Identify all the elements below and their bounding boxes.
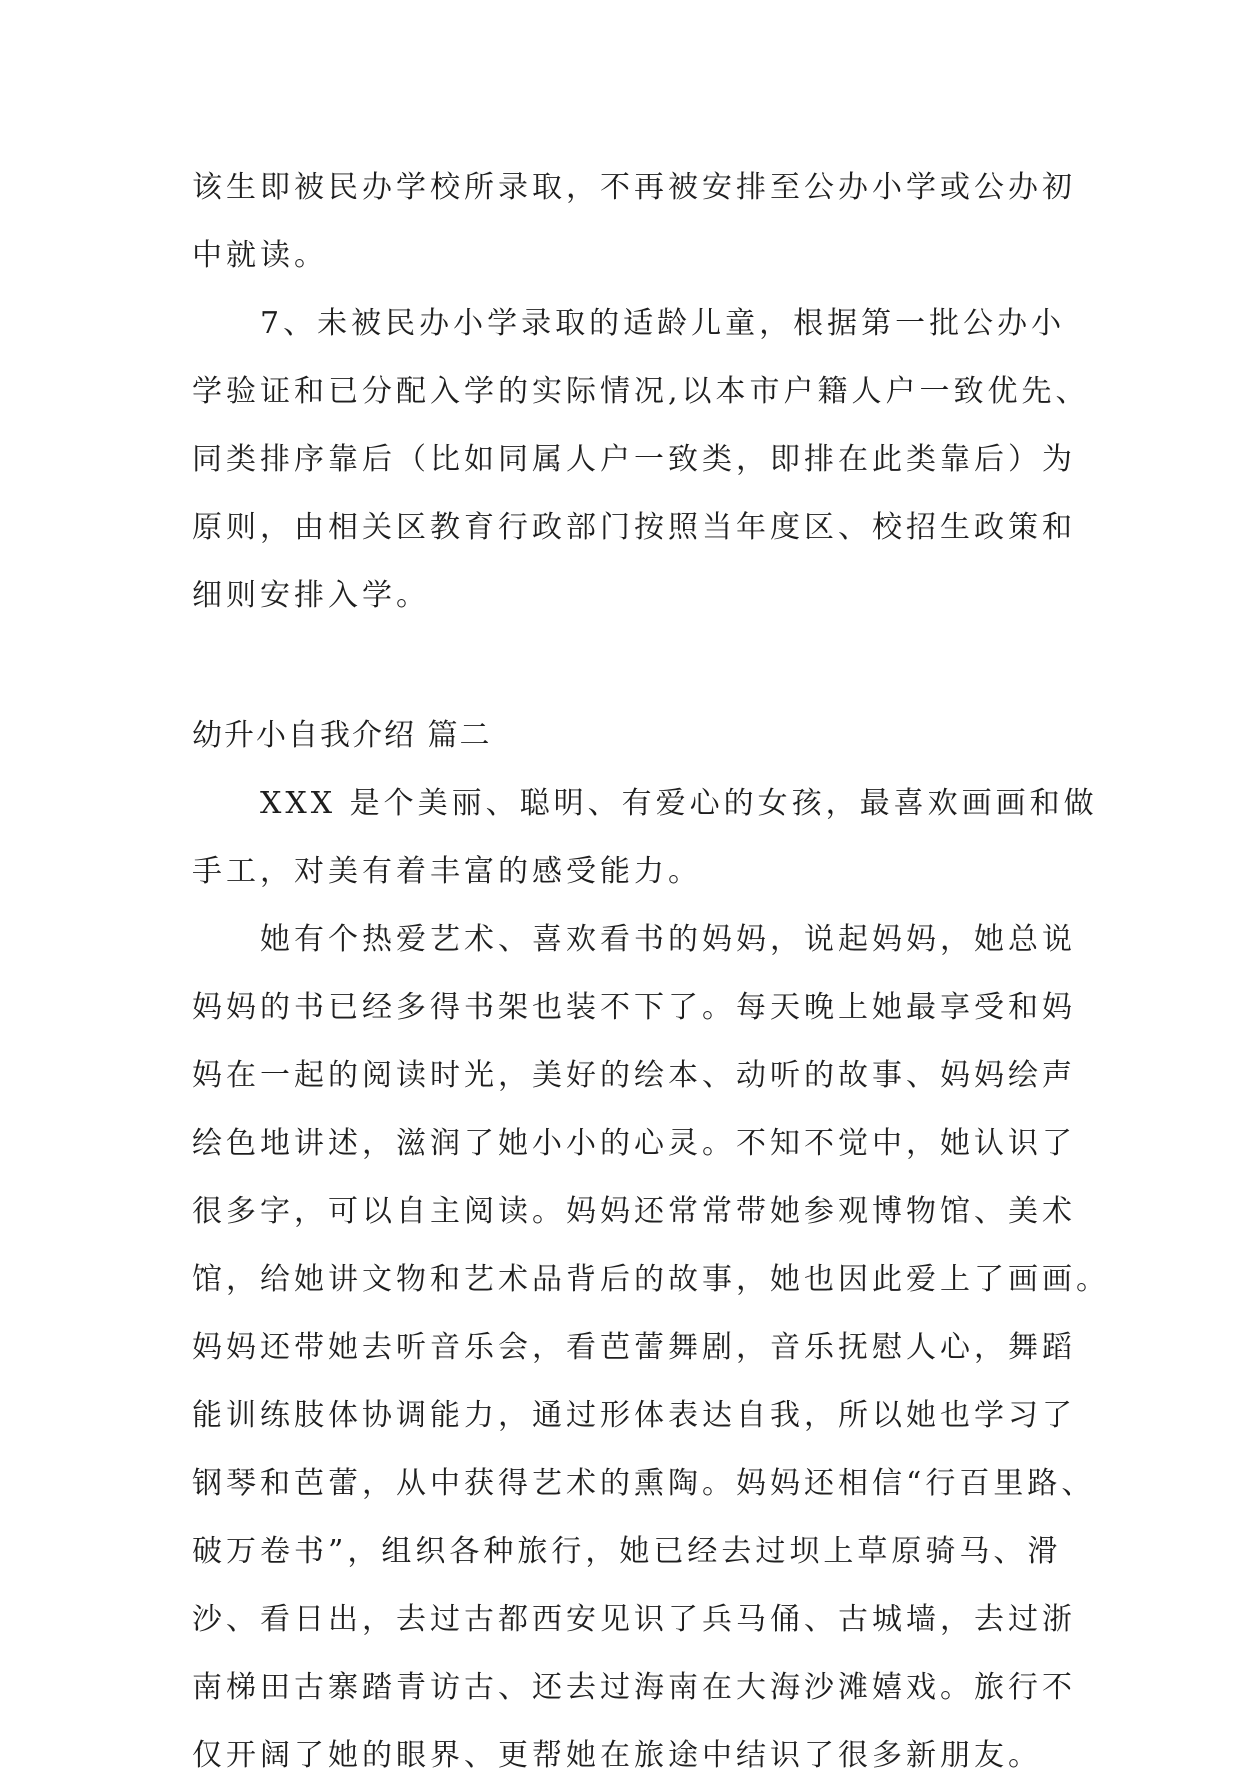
paragraph-line: 妈妈还带她去听音乐会，看芭蕾舞剧，音乐抚慰人心，舞蹈 bbox=[192, 1330, 1076, 1365]
paragraph-line: 该生即被民办学校所录取，不再被安排至公办小学或公办初 bbox=[192, 170, 1076, 205]
paragraph-line: 南梯田古寨踏青访古、还去过海南在大海沙滩嬉戏。旅行不 bbox=[192, 1670, 1076, 1705]
paragraph-line: 中就读。 bbox=[192, 238, 328, 273]
paragraph-line: 很多字，可以自主阅读。妈妈还常常带她参观博物馆、美术 bbox=[192, 1194, 1076, 1229]
paragraph-line: 同类排序靠后（比如同属人户一致类，即排在此类靠后）为 bbox=[192, 442, 1076, 477]
paragraph-line: 细则安排入学。 bbox=[192, 578, 430, 613]
paragraph-line: 妈在一起的阅读时光，美好的绘本、动听的故事、妈妈绘声 bbox=[192, 1058, 1076, 1093]
paragraph-line: 能训练肢体协调能力，通过形体表达自我，所以她也学习了 bbox=[192, 1398, 1076, 1433]
paragraph-line: 沙、看日出，去过古都西安见识了兵马俑、古城墙，去过浙 bbox=[192, 1602, 1076, 1637]
paragraph-line: 仅开阔了她的眼界、更帮她在旅途中结识了很多新朋友。 bbox=[192, 1738, 1042, 1773]
paragraph-line: 她有个热爱艺术、喜欢看书的妈妈，说起妈妈，她总说 bbox=[260, 922, 1076, 957]
paragraph-line: 破万卷书”，组织各种旅行，她已经去过坝上草原骑马、滑 bbox=[192, 1534, 1062, 1569]
section-admission-rules bbox=[192, 154, 1090, 630]
paragraph-line: 手工，对美有着丰富的感受能力。 bbox=[192, 854, 702, 889]
document-body bbox=[192, 154, 1110, 1790]
paragraph-line: XXX 是个美丽、聪明、有爱心的女孩，最喜欢画画和做 bbox=[260, 786, 1098, 821]
paragraph-line: 原则，由相关区教育行政部门按照当年度区、校招生政策和 bbox=[192, 510, 1076, 545]
paragraph-line: 学验证和已分配入学的实际情况,以本市户籍人户一致优先、 bbox=[192, 374, 1090, 409]
paragraph-line: 7、未被民办小学录取的适龄儿童，根据第一批公办小 bbox=[260, 306, 1066, 341]
paragraph-line: 妈妈的书已经多得书架也装不下了。每天晚上她最享受和妈 bbox=[192, 990, 1076, 1025]
paragraph-line: 钢琴和芭蕾，从中获得艺术的熏陶。妈妈还相信“行百里路、 bbox=[192, 1466, 1096, 1501]
paragraph-line: 绘色地讲述，滋润了她小小的心灵。不知不觉中，她认识了 bbox=[192, 1126, 1076, 1161]
section-self-introduction bbox=[192, 770, 1110, 1790]
section-heading: 幼升小自我介绍 篇二 bbox=[192, 718, 492, 753]
paragraph-line: 馆，给她讲文物和艺术品背后的故事，她也因此爱上了画画。 bbox=[192, 1262, 1110, 1297]
